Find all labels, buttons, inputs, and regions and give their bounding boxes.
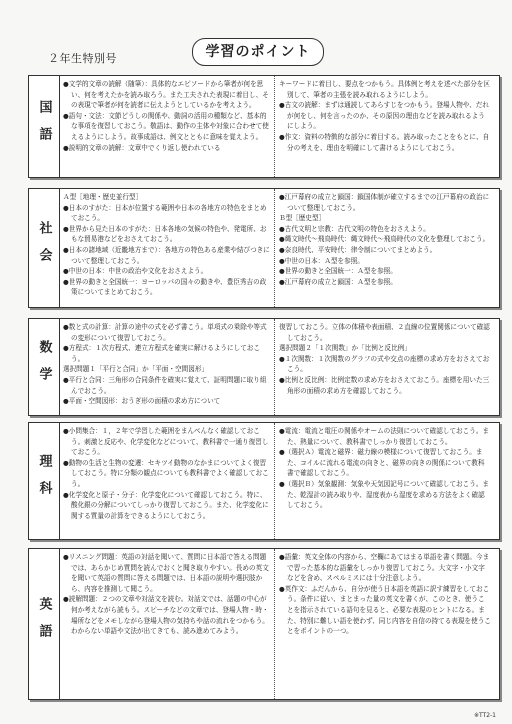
list-item: ●読解問題：２つの文章や対話文を読む。対話文では、話題の中心が何か考えながら読もう。スピーチなどの文章では、登場人物・時・場所などをメモしながら登場人物の気持ちや話の流れをつかもう。わからない単語や文法が出てきても、読み進めてみよう。: [63, 595, 269, 636]
subject-name: 数学: [36, 340, 52, 394]
subject-name: 国語: [36, 99, 52, 154]
list-item: ●世界の動きと全国統一：Ａ型を参照。: [279, 267, 397, 276]
list-item: ●（選択Ｂ）気象観測：気象や天気図記号について確認しておこう。また、乾湿計の読み取りや、湿度表から湿度を求める方法をよく確認しておこう。: [279, 479, 490, 510]
list-item: ●世界の動きと全国統一：ヨーロッパの国々の動きや、豊臣秀吉の政策についてまとめておこう。: [63, 277, 267, 297]
grade-label: ２年生特別号: [48, 52, 117, 65]
section-rika: [28, 422, 500, 540]
right-column: [279, 192, 491, 287]
list-item: ●語句・文法：文節どうしの関係や、動詞の活用の種類など、基本的な事項を復習しておこう。敬語は、動作の主体や対象に合わせて使えるようにしよう。故事成語は、例文とともに意味を覚えよう。: [63, 111, 269, 141]
column-divider: [274, 549, 275, 699]
subject-label: [29, 76, 60, 177]
section-eigo: [28, 548, 500, 700]
left-column: [63, 192, 271, 298]
list-item: 復習しておこう。立体の体積や表面積、２直線の位置関係について確認しておこう。: [279, 323, 490, 342]
list-item: 選択問題１「平行と合同」か「平面・空間図形」: [63, 365, 209, 374]
list-item: Ｂ型［歴史型］: [279, 214, 326, 223]
section-kokugo: [28, 75, 500, 178]
column-divider: [274, 423, 275, 539]
list-item: ●世界から見た日本のすがた：日本各地の気候の特色や、発電所、おもな貿易港などをおさえておこう。: [63, 224, 267, 244]
list-item: ●平行と合同：三角形の合同条件を確実に覚えて、証明問題に取り組んでおこう。: [63, 375, 267, 395]
list-item: ●江戸幕府の成立と鎖国：Ａ型を参照。: [279, 277, 397, 286]
list-item: ●小問集合：１，２年で学習した範囲をまんべんなく確認しておこう。刺激と反応や、化学変化などについて、教科書で一通り復習しておこう。: [63, 427, 269, 457]
list-item: ●日本の諸地域（近畿地方まで）：各地方の特色ある産業や結びつきについて整理しておこう。: [63, 245, 270, 265]
list-item: ●古代文明と宗教：古代文明の特色をおさえよう。: [279, 224, 430, 233]
list-item: ●（選択Ａ）電流と磁界：磁力線の模様について復習しておこう。また、コイルに流れる電流の向きと、磁界の向きの関係について教科書で確認しておこう。: [279, 448, 485, 478]
list-item: ●英作文：ふだんから、自分が使う日本語を英語に訳す練習をしておこう。条件に従い、まとまった量の英文を書くが、このとき、使うことを指示されている語句を見ると、必要な表現のヒントになる。また、特別に難しい語を使わず、同じ内容を自信の持てる表現を使うことをポイントの一つ。: [279, 584, 491, 636]
list-item: Ａ型［地理・歴史並行型］: [63, 193, 143, 201]
list-item: ●１次関数：１次関数のグラフの式や交点の座標の求め方をおさえておこう。: [279, 354, 490, 374]
right-column: [279, 322, 491, 396]
list-item: ●電流：電流と電圧の関係やオームの法則について確認しておこう。また、熱量について、教科書でしっかり復習しておこう。: [279, 427, 490, 446]
list-item: ●作文：資料の特徴的な部分に着目する。読み取ったことをもとに、自分の考えを、理由を明確にして書けるようにしておこう。: [279, 132, 490, 152]
list-item: ●説明的文章の読解：文章中でくり返し使われている: [63, 143, 221, 152]
subject-label: [29, 319, 60, 415]
list-item: ●比例と反比例：比例定数の求め方をおさえておこう。座標を用いた三角形の面積の求め方を確認しておこう。: [279, 375, 490, 395]
left-column: [63, 79, 271, 153]
list-item: ●中世の日本：Ａ型を参照。: [279, 256, 364, 265]
right-column: [279, 552, 491, 637]
list-item: ●古文の読解：まずは通読してあらすじをつかもう。登場人物や、だれが何をし、何を言ったのか、その原因の理由などを読み取れるようにしよう。: [279, 101, 490, 131]
list-item: ●化学変化と原子・分子：化学変化について確認しておこう。特に、酸化銀の分解についてしっかり復習しておこう。また、化学変化に関する質量の計算をできるようにしておこう。: [63, 490, 269, 520]
list-item: ●文学的文章の読解（随筆）：具体的なエピソードから筆者が何を思い、何を考えたかを読み取ろう。また工夫された表現に着目し、その表現で筆者が何を読者に伝えようとしているかを考えよう。: [63, 80, 269, 110]
subject-label: [29, 423, 60, 539]
subject-label: [29, 189, 60, 307]
subject-name: 社会: [36, 221, 52, 275]
left-column: [63, 426, 271, 521]
list-item: ●奈良時代、平安時代：律令制についてまとめよう。: [279, 245, 437, 254]
section-sugaku: [28, 318, 500, 416]
footer-code: ※TT2-1: [473, 712, 496, 719]
subject-name: 理科: [36, 454, 52, 508]
page-title: 学習のポイント: [192, 38, 324, 66]
list-item: ●方程式：１次方程式、連立方程式を確実に解けるようにしておこう。: [63, 344, 260, 363]
subject-name: 英語: [36, 597, 52, 651]
list-item: ●動物の生活と生物の変遷：セキツイ動物のなかまについてよく復習しておこう。特に分類の観点についても教科書でよく確認しておこう。: [63, 458, 269, 488]
column-divider: [274, 319, 275, 415]
column-divider: [274, 76, 275, 177]
list-item: ●日本のすがた：日本が位置する範囲や日本の各地方の特色をまとめておこう。: [63, 203, 267, 223]
section-shakai: [28, 188, 500, 308]
list-item: ●江戸幕府の成立と鎖国：鎖国体制が確立するまでの江戸幕府の政治について整理しておこう。: [279, 193, 490, 212]
list-item: キーワードに着目し、要点をつかもう。具体例と考えを述べた部分を区別して、筆者の主張を読み取れるようにしよう。: [279, 80, 490, 99]
column-divider: [274, 189, 275, 307]
list-item: ●数と式の計算：計算の途中の式を必ず書こう。単項式の乗除や等式の変形について復習しておこう。: [63, 323, 267, 342]
right-column: [279, 426, 491, 511]
list-item: 選択問題２「１次関数」か「比例と反比例」: [279, 344, 411, 353]
list-item: ●リスニング問題：英語の対話を聞いて、質問に日本語で答える問題では、あらかじめ質問を読んでおくと聞き取りやすい。長めの英文を聞いて英語の質問に答える問題では、日本語の説明や選択肢から、内容を推測して聞こう。: [63, 553, 269, 593]
subject-label: [29, 549, 60, 699]
list-item: ●中世の日本：中世の政治や文化をおさえよう。: [63, 267, 208, 276]
list-item: ●縄文時代～飛鳥時代：縄文時代～飛鳥時代の文化を整理しておこう。: [279, 235, 490, 244]
list-item: ●平面・空間図形：おうぎ形の面積の求め方について: [63, 397, 221, 406]
right-column: [279, 79, 491, 153]
list-item: ●語彙：英文全体の内容から、空欄にあてはまる単語を書く問題。今まで習った基本的な語彙をしっかり復習しておこう。大文字・小文字などを含め、スペルミスには十分注意しよう。: [279, 553, 490, 583]
left-column: [63, 552, 271, 637]
left-column: [63, 322, 271, 407]
